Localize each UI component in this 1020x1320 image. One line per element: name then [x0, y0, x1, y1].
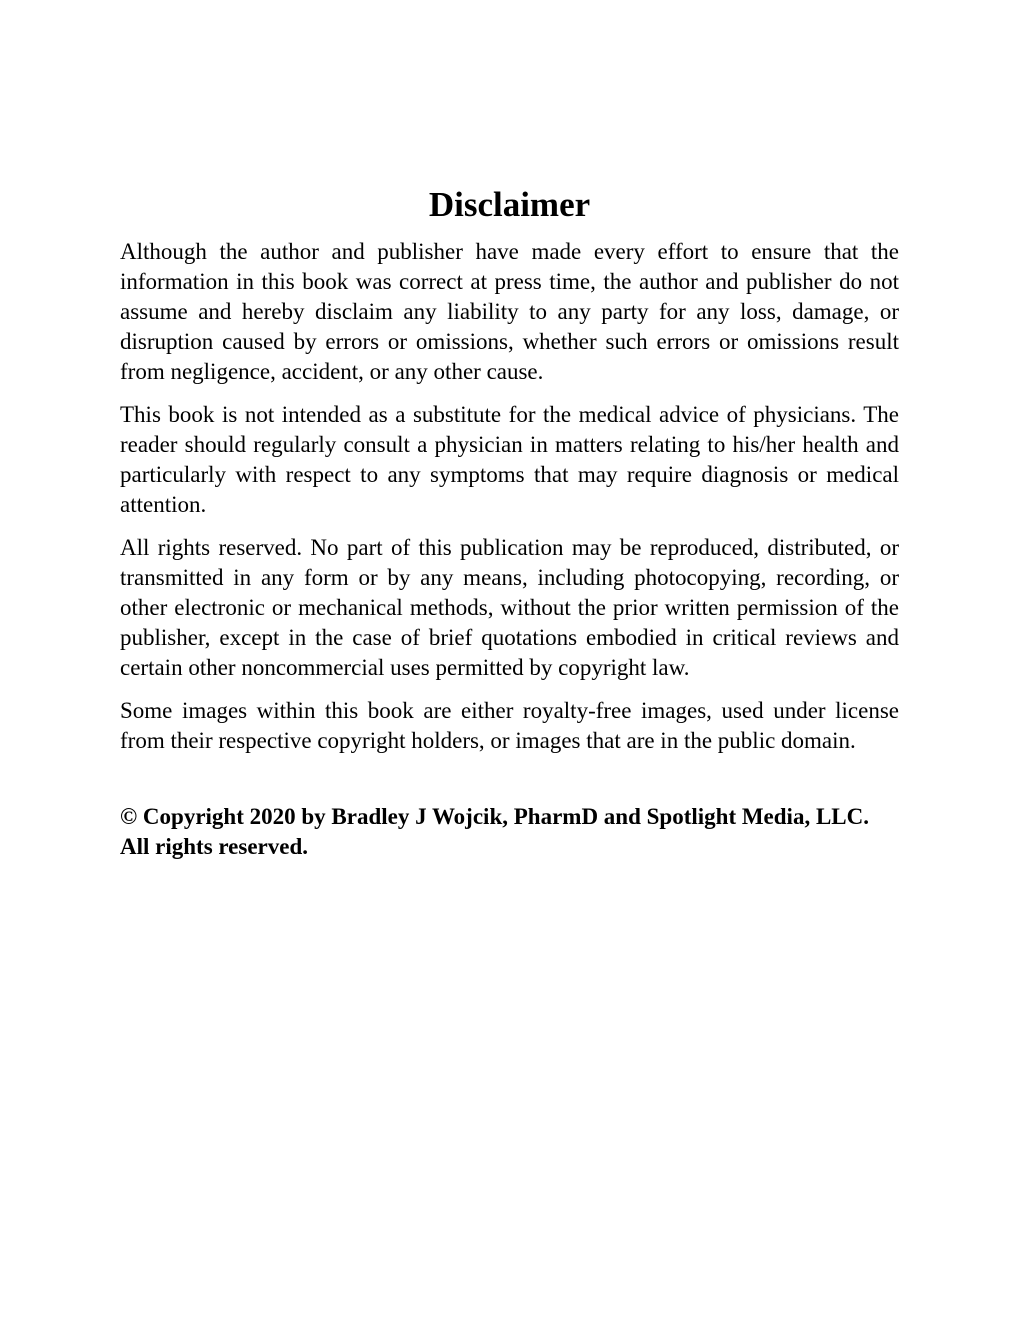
disclaimer-paragraph-rights: All rights reserved. No part of this publication may be reproduced, distributed, or transmitted in any form or by any means, including photocopying, recording, or other electronic or mechanical methods, without the prior written permission of the publisher, except in the case of brief quotations embodied in critical reviews and certain other noncommercial uses permitted by copyright law.: [120, 535, 899, 680]
page-title: Disclaimer: [428, 185, 591, 224]
copyright-notice: © Copyright 2020 by Bradley J Wojcik, PharmD and Spotlight Media, LLC. All rights reserved.: [120, 804, 869, 859]
disclaimer-paragraph-images: Some images within this book are either royalty-free images, used under license from their respective copyright holders, or images that are in the public domain.: [120, 698, 899, 753]
disclaimer-paragraph-medical: This book is not intended as a substitute for the medical advice of physicians. The reader should regularly consult a physician in matters relating to his/her health and particularly with respect to any symptoms that may require diagnosis or medical attention.: [120, 402, 899, 517]
disclaimer-paragraph-liability: Although the author and publisher have made every effort to ensure that the information in this book was correct at press time, the author and publisher do not assume and hereby disclaim any liability to any party for any loss, damage, or disruption caused by errors or omissions, whether such errors or omissions result from negligence, accident, or any other cause.: [120, 239, 899, 384]
page-content: [120, 185, 899, 862]
